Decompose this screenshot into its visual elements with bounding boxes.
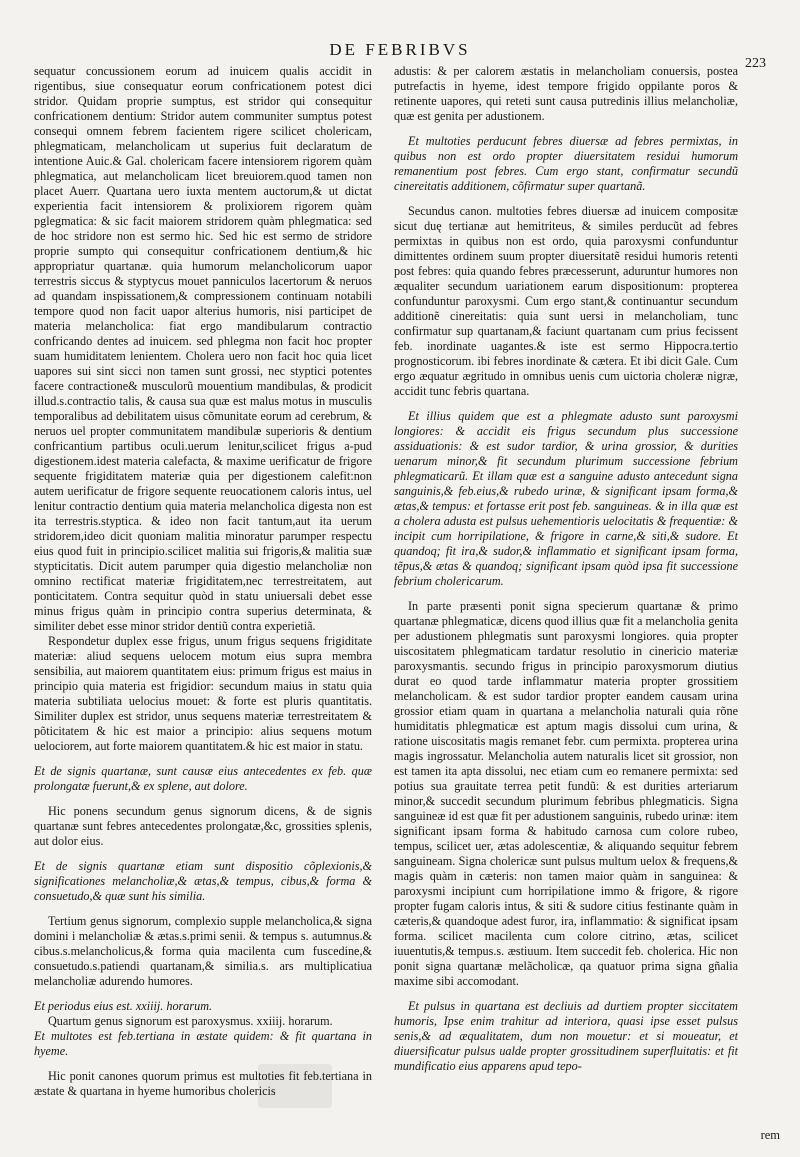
commentary-paragraph: In parte præsenti ponit signa specierum quartanæ & primo quartanæ phlegmaticæ, dicens quod illius quæ fit a melancholia genita per adustionem phlegmatis sunt paroxysmi longiores. quia propter uiscositatem phlegmaticam tardatur resolutio in cinericio materiæ paroxysmantis. secundo frigus in principio paroxysmorum diutius durat eo quod tarde inflammatur materia propter grossitiem melancholicam. & est sudor tardior propter eandem causam urina grossior etiam quam in quartana a melancholia naturali quia rõne humiditatis phlegmaticæ est aptum magis dissolui cum urina, & ratione uiscositatis magis remanet febr. cum permixta. propterea urina magis ingrossatur. Melancholia autem naturalis licet sit grossior, non est tamen ita apta dissolui, nec etiam cum eo remanere permixta: sed potius sua grauitate terrea petit fundũ: & est durities arteriarum minor,& succedit secundum plurimum febribus phlegmaticis. Signa sanguineæ id est quæ fit per adustionem sanguinis, rubedo urinæ: item significant ipsam forma & habitudo carnosa cum colore rubeo, tempus, scilicet uer, ætas adolescentiæ, & aliquando sequitur febrem sanguineam. Signa cholericæ sunt pulsus multum uelox & frequens,& magis quàm in cæteris: non tamen maior quàm in sanguinea: & paroxysmi incipiunt cum horripilatione immo & frigore, & rigore propter fugam caloris intus, & siti & sudore citius festinante quàm in cæteris,& quandoque adest furor, ira, inflammatio: & significat ipsam forma. scilicet macilenta cum colore citrino, ætas, scilicet iuuentutis,& tempus.s. æstiuum. Item succedit feb. cholerica. Hic non ponit signa quartanæ melãcholicæ, qa quatuor prima signa gñalia maxime sibi accomodant. [394, 599, 738, 988]
commentary-lemma: Et multotes est feb.tertiana in æstate quidem: & fit quartana in hyeme. [34, 1029, 372, 1058]
commentary-lemma: Et illius quidem que est a phlegmate adusto sunt paroxysmi longiores: & accidit eis frigus secundum plus successione assiduationis: & est sudor tardior, & urina grossior, & durities uenarum minor,& fit secundum plurimum successione febrium phlegmaticarũ. Et illam quæ est a sanguine adusto antecedunt signa sanguinis,& feb.eius,& rubedo urinæ, & significant ipsam forma,& ætas,& tempus: et fortasse erit post feb. sanguineas. & in illa quæ est a cholera adusta est pulsus uehementioris uelocitatis & frequentiæ: & incipit cum horripilatione, & frigore in carne,& siti,& sudore. Et quandoq; fit ira,& sudor,& inflammatio et significant ipsam forma, tẽpus,& ætas & quandoq; significant ipsam quòd ipsa fit successione febrium cholericarum. [394, 409, 738, 588]
running-head: DE FEBRIBVS [329, 40, 471, 59]
commentary-paragraph: Hic ponit canones quorum primus est multoties fit feb.tertiana in æstate & quartana in hyeme humoribus cholericis [34, 1069, 372, 1098]
right-text-column [394, 64, 738, 1144]
commentary-paragraph: Secundus canon. multoties febres diuersæ ad inuicem compositæ sicut duę tertianæ aut hemitriteus, & similes perducũt ad febres permixtas in quibus non est ordo, quia paroxysmi confunduntur dimittentes ordinem suum propter diuersitatẽ residui humoris retenti post febres: quia quando febres præcesserunt, aduruntur humores non æqualiter secundum uariationem earum dispositionum: propterea confunduntur paroxysmi. Cum ergo stant,& continuantur secundum additionẽ cinereitatis: quia sunt uersi in melancholiam, tunc confirmatur sup quartanam,& faciunt quartanam cum prius fecissent feb. inordinate uagantes.& iste est sermo Hippocra.tertio prognosticorum. ibi febres inordinate & cætera. Et ibi dicit Gale. Cum ergo æquatur ægritudo in omnibus uenis cum uictoria choleræ nigræ, accidit tunc febris quartana. [394, 204, 738, 398]
page-number: 223 [745, 56, 766, 71]
commentary-paragraph: Hic ponens secundum genus signorum dicens, & de signis quartanæ sunt febres antecedentes prolongatæ,&c, grossities splenis, aut dolor eius. [34, 804, 372, 848]
catchword: rem [760, 1128, 780, 1142]
commentary-lemma: Et periodus eius est. xxiiij. horarum. [34, 999, 213, 1013]
commentary-paragraph: adustis: & per calorem æstatis in melancholiam conuersis, postea putrefactis in hyeme, idest tempore frigido oppilante poros & retinente uapores, qui reteti sunt causa putredinis illius melancholiæ, quæ est genita per adustionem. [394, 64, 738, 123]
commentary-lemma: Et pulsus in quartana est decliuis ad durtiem propter siccitatem humoris, Ipse enim trahitur ad interiora, quasi ipse esset pulsus senis,& ad æqualitatem, dum non mouetur: et si moueatur, et diuersificatur pulsus ualde propter grossitudinem superfluitatis: et fit mundificatio eius apparens apud tepo- [394, 999, 738, 1073]
left-text-column [34, 64, 372, 1144]
commentary-paragraph: Tertium genus signorum, complexio supple melancholica,& signa domini i melancholiæ & ætas.s.primi senii. & tempus s. autumnus.& cibus.s.melancholicus,& forma quia macilenta cum fuscedine,& consuetudo.s.patiendi quartanam,& similia.s. ars multiplicatiua melancholiæ adurendo humores. [34, 914, 372, 988]
commentary-paragraph: sequatur concussionem eorum ad inuicem qualis accidit in rigentibus, siue consequatur eorum confricationem potest dici stridor. Quidam proprie sumptus, est stridor qui consequitur confricationem dentium: Stridor autem communiter sumptus potest consequi omnem febrem facientem rigere scilicet cholericam, phlegmaticam, melancholicam ut superius fuit declaratum de intentione Auic.& Gal. cholericam facere intensiorem rigorem quàm phlegmatica, aut melancholicam licet breuiorem.quod tamen non placet Auerr. Quartana uero iuxta mentem auctorum,& ut dictat experientia facit intensiorem & prolixiorem rigorem quàm pglegmatica: & sic facit maiorem stridorem quàm phlegmatica: sed de hoc stridore non est sermo hic. Sed hic est sermo de stridore proprie sumpto qui consequitur confricationem dentium,& hic appropriatur quartanæ. quia humorum melancholicorum uapor terrestris siccus & styptycus mouet panniculos lacertorum & neruos ad quandam inspissationem,& compressionem continuam notabili tempore quod non facit uapor alterius humoris, nisi participet de materia melancholica: fiat ergo mandibularum contractio confricando dentes ad inuicem. sed phlegma non facit hoc propter suam humiditatem lenientem. Cholera uero non facit hoc quia licet uapores sui sint sicci non tamen sunt grossi, nec styptici potentes facere contractione& musculorũ mouentium mandibulas, & prodicit illud.s.contractio talis, & causa sua quæ est malus motus in musculis temporalibus ad debilitatem uisus cõmunitate eorum ad cerebrum, & neruos uel propter communitatem mandibulæ superioris & dentium confricantium partibus oculi.uerum lenitur,scilicet frigus a-pud digestionem.idest materia calefacta, & maxime uerificatur de frigore sequente frigiditatem materiæ quia per digestionem calefit:non autem uerificatur de frigore sequente reuocationem caloris intus, uel lenitur contractio dentium quia materia melancholica digesta non est ita terrestris.styptica. & ideo non facit tantum,aut ita uerum stridorem,ideo dicit quoniam malitia minoratur parumper respectu eius quod fuit in principio.scilicet malitia sui frigoris,& malitia suæ stypticitatis. Dicit autem parumper quia digestio melancholiæ non omnino rectificat materiæ frigiditatem,nec terrestreitatem, aut ponticitatem. Contra sequitur quòd in statu uniuersali debet esse minus frigus quàm in principio contra superius determinata, & similiter debet esse minor stridor dentiũ contra experietiã. [34, 64, 372, 633]
commentary-lemma: Et de signis quartanæ etiam sunt dispositio cõplexionis,& significationes melancholiæ,& ætas,& tempus, cibus,& forma & consuetudo,& quæ sunt his similia. [34, 859, 372, 903]
commentary-paragraph: Respondetur duplex esse frigus, unum frigus sequens frigiditate materiæ: aliud sequens uelocem motum eius supra membra sensibilia, aut maiorem quantitatem eius: primum frigus est maius in principio quia materia est frigidior: secundum maius in statu quia materia subtiliata uelocius mouet: & forte est pluris quantitatis. Similiter duplex est stridor, unus sequens materiæ terrestreitatem & põticitatem & hic est maior a principio: alius sequens motum uelociorem, aut forte maiorem quantitatem.& hic est maior in statu. [34, 634, 372, 753]
show-through-stain [258, 1064, 332, 1108]
commentary-paragraph: Quartum genus signorum est paroxysmus. xxiiij. horarum. [48, 1014, 333, 1028]
commentary-lemma: Et de signis quartanæ, sunt causæ eius antecedentes ex feb. quæ prolongatæ fuerunt,& ex splene, aut dolore. [34, 764, 372, 793]
commentary-lemma: Et multoties perducunt febres diuersæ ad febres permixtas, in quibus non est ordo propter diuersitatem residui humorum remanentium post febres. Cum ergo stant, confirmatur secundũ cinereitatis additionem, cõfirmatur super quartanã. [394, 134, 738, 193]
